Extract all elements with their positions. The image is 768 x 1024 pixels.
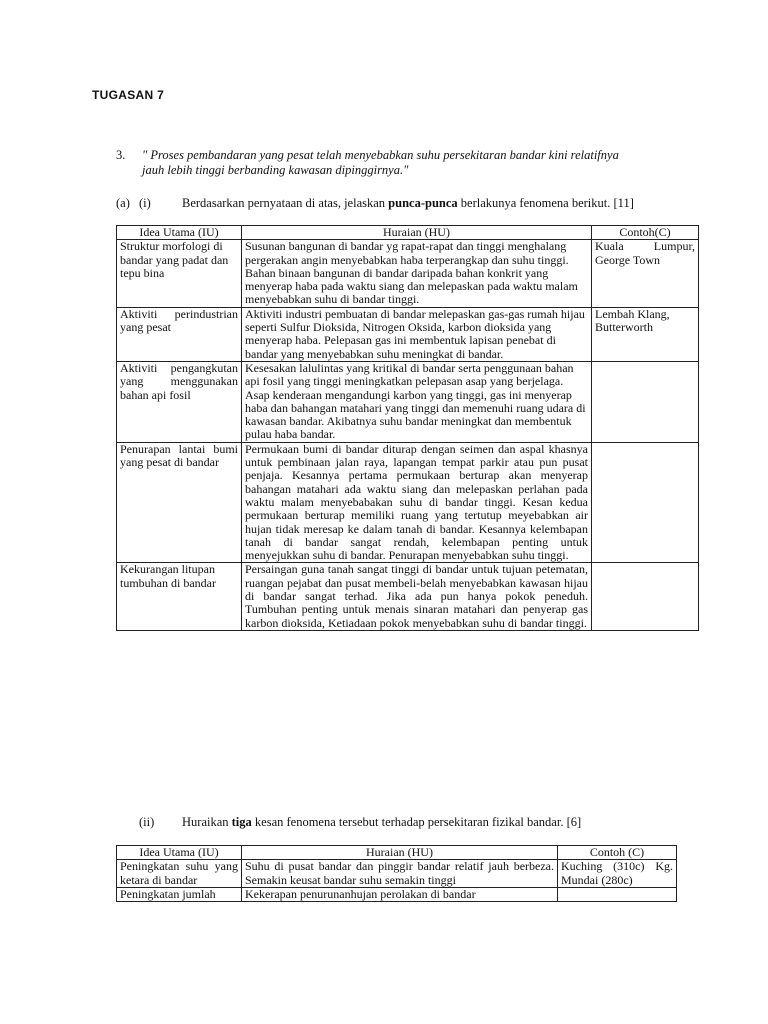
part-a-label: (a) [116,196,130,210]
example-cell: Kuala Lumpur, George Town [592,240,699,307]
idea-cell: Aktiviti pengangkutan yang menggunakan bahan api fosil [117,361,242,442]
idea-cell: Peningkatan suhu yang ketara di bandar [117,860,242,888]
table-row [117,361,699,442]
description-cell: Suhu di pusat bandar dan pinggir bandar relatif jauh berbeza. Semakin keusat bandar suhu semakin tinggi [242,860,558,888]
idea-cell: Kekurangan litupan tumbuhan di bandar [117,563,242,630]
description-cell: Aktiviti industri pembuatan di bandar melepaskan gas-gas rumah hijau seperti Sulfur Dioksida, Nitrogen Oksida, karbon dioksida yang menyerap haba. Pelepasan gas ini membentuk lapisan penebat di bandar yang menyebabkan suhu meningkat di bandar. [242,307,592,361]
example-cell [592,361,699,442]
assignment-title: TUGASAN 7 [92,88,165,102]
header-huraian: Huraian (HU) [242,846,558,860]
description-cell: Kekerapan penurunanhujan perolakan di bandar [242,887,558,901]
table-row [117,240,699,307]
header-idea-utama: Idea Utama (IU) [117,846,242,860]
idea-cell: Peningkatan jumlah [117,887,242,901]
description-cell: Permukaan bumi di bandar diturap dengan seimen dan aspal khasnya untuk pembinaan jalan raya, lapangan tempat parkir atau pun pusat penjaja. Kesannya pertama permukaan berturap akan menyerap bahangan matahari ada waktu siang dan melepaskan perlahan pada waktu malam menyebabakan suhu di bandar tinggi. Kesan kedua permukaan berturap memiliki ruang yang tertutup meyebabkan air hujan tidak meresap ke dalam tanah di bandar. Kesannya kelembapan tanah di bandar sangat rendah, kelembapan penting untuk menyejukkan suhu di bandar. Penurapan menyebabkan suhu tinggi. [242,442,592,563]
description-cell: Kesesakan lalulintas yang kritikal di bandar serta penggunaan bahan api fosil yang tinggi meningkatkan pelepasan asap yang berjelaga. Asap kenderaan mengandungi karbon yang tinggi, gas ini menyerap haba dan bahangan matahari yang tinggi dan memenuhi ruang udara di kawasan bandar. Akibatnya suhu bandar meningkat dan membentuk pulau haba bandar. [242,361,592,442]
example-cell [592,563,699,630]
table-row [117,442,699,563]
table-header-row [117,226,699,240]
question-number: 3. [116,148,126,162]
header-idea-utama: Idea Utama (IU) [117,226,242,240]
effects-table [116,845,677,902]
causes-table [116,225,699,631]
example-cell: Kuching (310c) Kg. Mundai (280c) [558,860,677,888]
description-cell: Susunan bangunan di bandar yg rapat-rapat dan tinggi menghalang pergerakan angin menyebabkan haba terperangkap dan suhu tinggi. Bahan binaan bangunan di bandar daripada bahan konkrit yang menyerap haba pada waktu siang dan melepaskan pada waktu malam menyebabkan suhu di bandar tinggi. [242,240,592,307]
header-contoh: Contoh(C) [592,226,699,240]
part-i-instruction: Berdasarkan pernyataan di atas, jelaskan punca-punca berlakunya fenomena berikut. [11] [182,196,634,210]
idea-cell: Aktiviti perindustrian yang pesat [117,307,242,361]
idea-cell: Penurapan lantai bumi yang pesat di bandar [117,442,242,563]
example-cell [592,442,699,563]
example-cell: Lembah Klang, Butterworth [592,307,699,361]
header-huraian: Huraian (HU) [242,226,592,240]
idea-cell: Struktur morfologi di bandar yang padat dan tepu bina [117,240,242,307]
part-ii-label: (ii) [139,815,155,829]
part-ii-instruction: Huraikan tiga kesan fenomena tersebut terhadap persekitaran fizikal bandar. [6] [182,815,582,829]
table-row [117,860,677,888]
part-ii-bold-keyword: tiga [231,815,252,829]
question-quote: " Proses pembandaran yang pesat telah menyebabkan suhu persekitaran bandar kini relatifnya jauh lebih tinggi berbanding kawasan dipinggirnya." [142,148,619,177]
table-row [117,887,677,901]
table-header-row [117,846,677,860]
example-cell [558,887,677,901]
table-row [117,563,699,630]
part-i-label: (i) [139,196,151,210]
table-row [117,307,699,361]
description-cell: Persaingan guna tanah sangat tinggi di bandar untuk tujuan petematan, ruangan pejabat dan pusat membeli-belah menyebabkan kawasan hijau di bandar sangat terhad. Jika ada pun hanya pokok peneduh. Tumbuhan penting untuk menais sinaran matahari dan penyerap gas karbon dioksida, Ketiadaan pokok menyebabkan suhu di bandar tinggi. [242,563,592,630]
part-i-bold-keyword: punca-punca [388,196,458,210]
header-contoh: Contoh (C) [558,846,677,860]
